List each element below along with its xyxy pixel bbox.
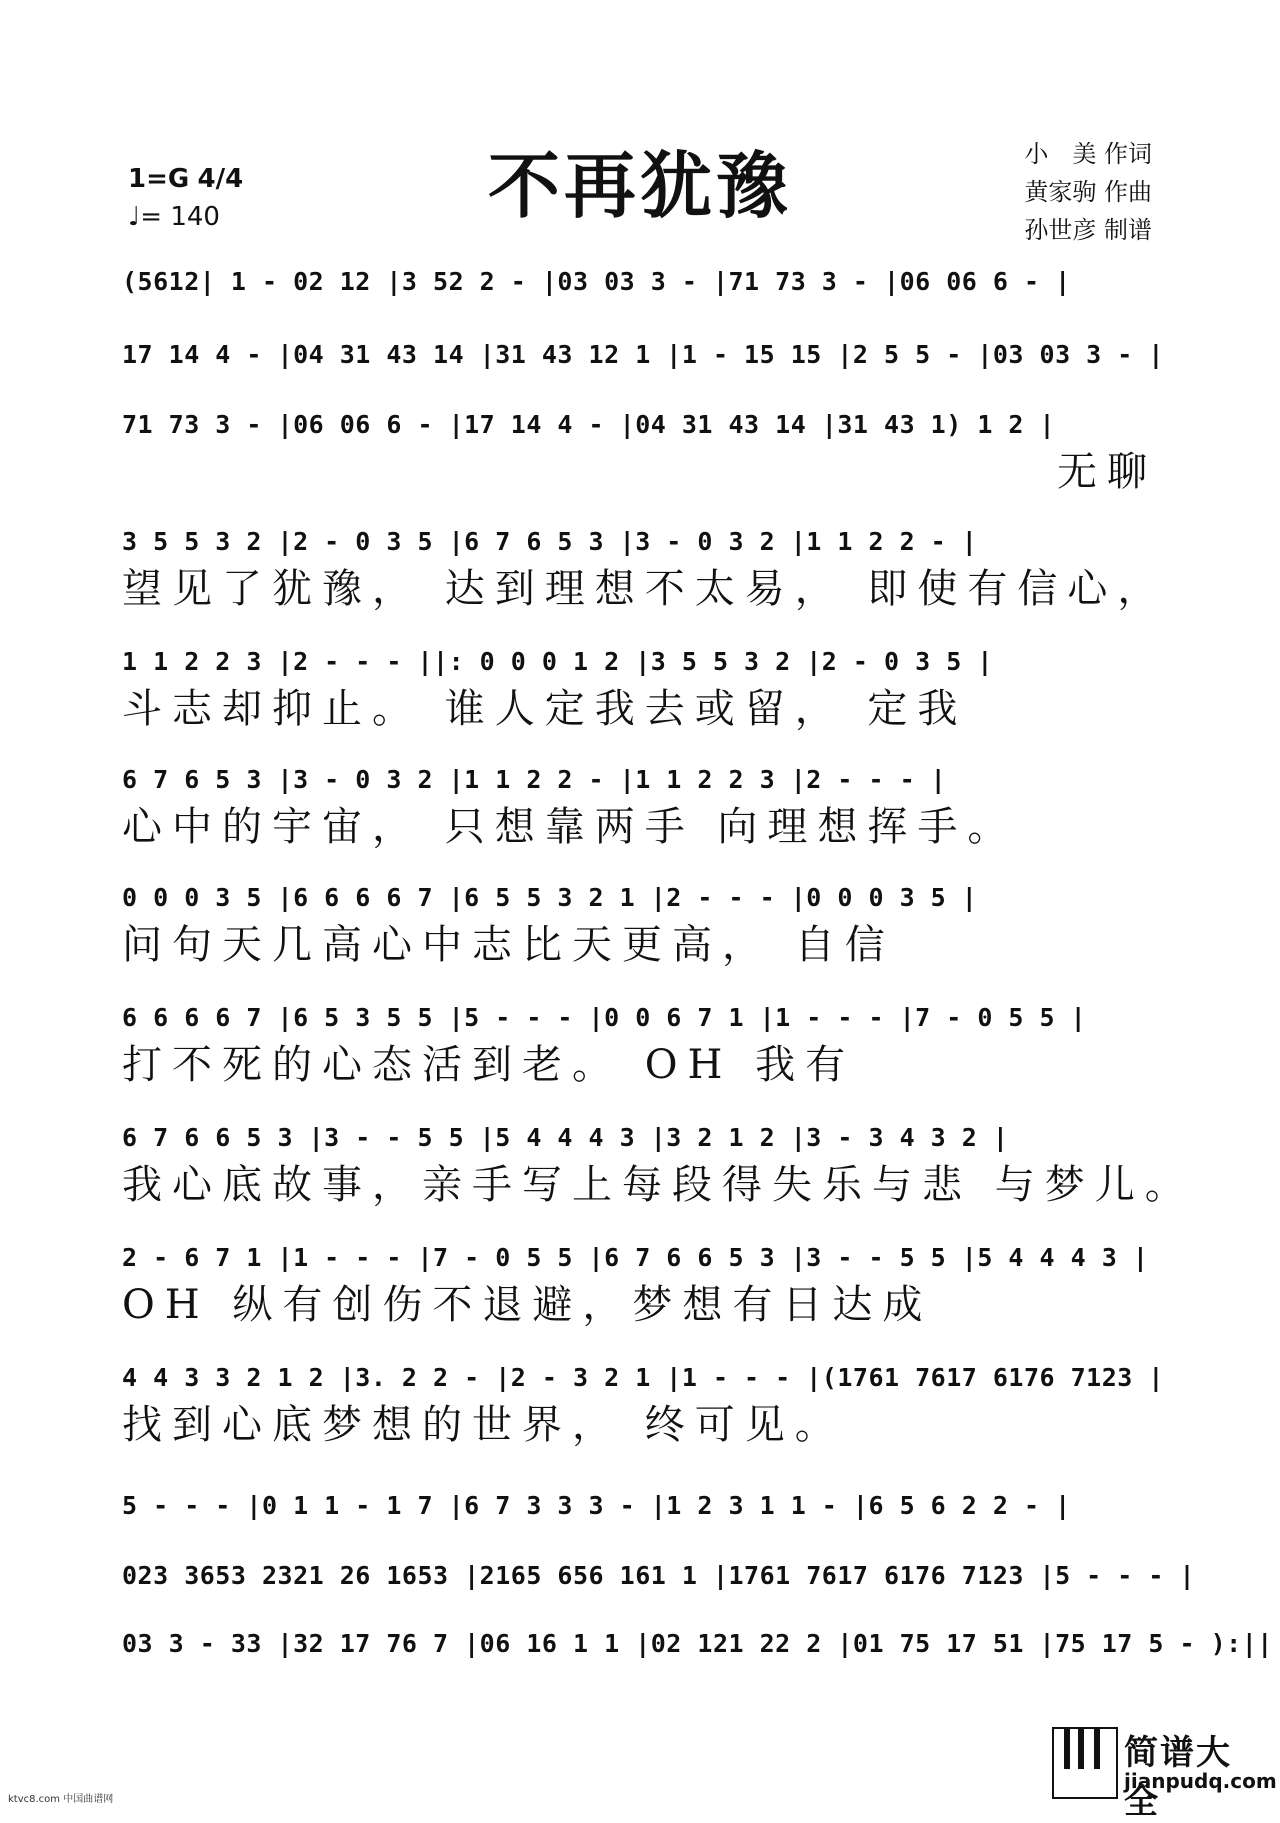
brand-name: 简谱大全 [1124, 1733, 1232, 1822]
site-logo [1052, 1721, 1277, 1822]
score-row-7 [122, 878, 1157, 972]
lyric-line: 望见了犹豫， 达到理想不太易， 即使有信心， [122, 566, 1168, 612]
notation-line: 4 4 3 3 2 1 2 |3. 2 2 - |2 - 3 2 1 |1 - - - |(1761 7617 6176 7123 | [122, 1363, 1164, 1392]
score-row-6 [122, 760, 1157, 854]
score-meta [128, 160, 243, 236]
key-signature: 1=G [128, 164, 190, 194]
score-row-10 [122, 1238, 1157, 1332]
notation-line: 0 0 0 3 5 |6 6 6 6 7 |6 5 5 3 2 1 |2 - - - |0 0 0 3 5 | [122, 883, 978, 912]
notation-line: 5 - - - |0 1 1 - 1 7 |6 7 3 3 3 - |1 2 3 1 1 - |6 5 6 2 2 - | [122, 1491, 1071, 1520]
notation-line: 17 14 4 - |04 31 43 14 |31 43 12 1 |1 - 15 15 |2 5 5 - |03 03 3 - | [122, 340, 1164, 369]
lyric-line: 心中的宇宙， 只想靠两手 向理想挥手。 [122, 804, 1018, 850]
score-row-11 [122, 1358, 1164, 1452]
lyric-line: OH 纵有创伤不退避，梦想有日达成 [122, 1282, 933, 1328]
lyric-line: 问句天几高心中志比天更高， 自信 [122, 922, 895, 968]
page-title: 不再犹豫 [487, 143, 792, 228]
lyric-line: 我心底故事，亲手写上每段得失乐与悲 与梦儿。 [122, 1162, 1195, 1208]
score-row-4 [122, 522, 1168, 616]
notation-line: 1 1 2 2 3 |2 - - - ||: 0 0 0 1 2 |3 5 5 3 2 |2 - 0 3 5 | [122, 647, 993, 676]
notation-line: 3 5 5 3 2 |2 - 0 3 5 |6 7 6 5 3 |3 - 0 3 2 |1 1 2 2 - | [122, 527, 978, 556]
source-watermark: ktvc8.com 中国曲谱网 [8, 1794, 114, 1805]
notation-line: 6 7 6 5 3 |3 - 0 3 2 |1 1 2 2 - |1 1 2 2 3 |2 - - - | [122, 765, 947, 794]
score-row-8 [122, 998, 1157, 1092]
lyricist-credit: 小 美 作词 [1024, 140, 1152, 168]
score-row-1 [122, 262, 1157, 302]
score-row-12 [122, 1486, 1157, 1526]
site-url: jianpudq.com [1124, 1769, 1277, 1793]
arranger-credit: 孙世彦 制谱 [1024, 216, 1152, 244]
score-row-9 [122, 1118, 1195, 1212]
notation-line: 023 3653 2321 26 1653 |2165 656 161 1 |1761 7617 6176 7123 |5 - - - | [122, 1561, 1196, 1590]
notation-line: 03 3 - 33 |32 17 76 7 |06 16 1 1 |02 121 22 2 |01 75 17 51 |75 17 5 - ):|| [122, 1629, 1273, 1658]
time-signature: 4/4 [197, 164, 244, 194]
notation-line: 2 - 6 7 1 |1 - - - |7 - 0 5 5 |6 7 6 6 5 3 |3 - - 5 5 |5 4 4 4 3 | [122, 1243, 1149, 1272]
score-row-13 [122, 1556, 1196, 1596]
lyric-line: 找到心底梦想的世界， 终可见。 [122, 1402, 845, 1448]
tempo-marking: ♩= 140 [128, 202, 220, 232]
notation-line: (5612| 1 - 02 12 |3 52 2 - |03 03 3 - |71 73 3 - |06 06 6 - | [122, 267, 1071, 296]
composer-credit: 黄家驹 作曲 [1024, 178, 1152, 206]
piano-keys-icon [1052, 1727, 1118, 1799]
notation-line: 6 7 6 6 5 3 |3 - - 5 5 |5 4 4 4 3 |3 2 1 2 |3 - 3 4 3 2 | [122, 1123, 1009, 1152]
lyric-line: 打不死的心态活到老。 OH 我有 [122, 1042, 856, 1088]
score-row-3 [122, 405, 1157, 499]
notation-line: 71 73 3 - |06 06 6 - |17 14 4 - |04 31 43 14 |31 43 1) 1 2 | [122, 410, 1056, 439]
credits [1024, 135, 1152, 249]
notation-line: 6 6 6 6 7 |6 5 3 5 5 |5 - - - |0 0 6 7 1 |1 - - - |7 - 0 5 5 | [122, 1003, 1087, 1032]
lyric-line: 无聊 [1057, 449, 1157, 495]
score-row-5 [122, 642, 1157, 736]
score-row-2 [122, 335, 1164, 375]
score-row-14 [122, 1624, 1273, 1664]
lyric-line: 斗志却抑止。 谁人定我去或留， 定我 [122, 686, 968, 732]
